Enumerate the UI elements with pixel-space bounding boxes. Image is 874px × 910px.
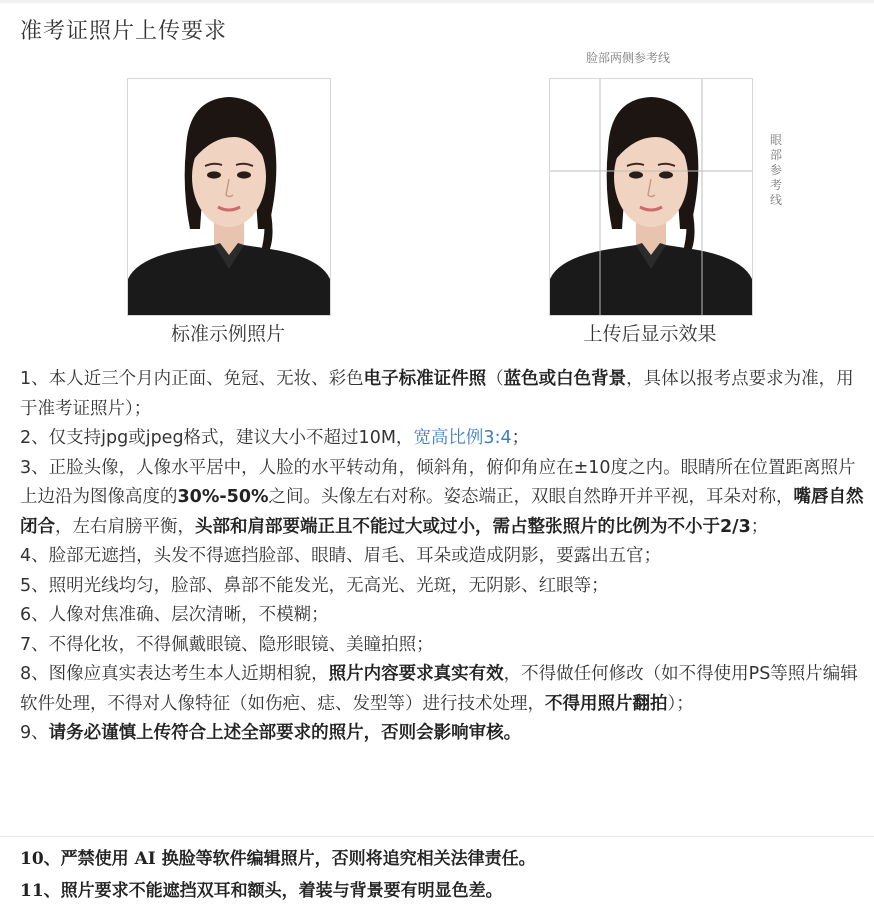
rule-9: 9、请务必谨慎上传符合上述全部要求的照片，否则会影响审核。: [20, 723, 522, 743]
aspect-ratio-link[interactable]: 宽高比例3:4: [413, 428, 512, 448]
rule-4: 4、脸部无遮挡，头发不得遮挡脸部、眼睛、眉毛、耳朵或造成阴影，要露出五官；: [20, 546, 662, 566]
rule-7: 7、不得化妆，不得佩戴眼镜、隐形眼镜、美瞳拍照；: [20, 634, 434, 655]
page-title: 准考证照片上传要求: [20, 19, 228, 44]
rule-11: 11、照片要求不能遮挡双耳和额头，着装与背景要有明显色差。: [20, 881, 503, 901]
rule-10: 10、严禁使用 AI 换脸等软件编辑照片，否则将追究相关法律责任。: [20, 849, 536, 869]
standard-example-caption: 标准示例照片: [170, 323, 285, 345]
eye-reference-label: 眼部参考线: [770, 133, 783, 207]
section-divider: [0, 836, 874, 837]
rule-8: 8、图像应真实表达考生本人近期相貌，照片内容要求真实有效，不得做任何修改（如不得使用PS等照片编辑软件处理，不得对人像特征（如伤疤、痣、发型等）进行技术处理，不得用照片翻拍）；: [20, 664, 858, 714]
rule-5: 5、照明光线均匀，脸部、鼻部不能发光，无高光、光斑，无阴影、红眼等；: [20, 575, 609, 596]
uploaded-effect-photo: [549, 78, 753, 316]
rule-3: 3、正脸头像，人像水平居中，人脸的水平转动角，倾斜角，俯仰角应在±10度之内。眼睛所在位置距离照片上边沿为图像高度的30%-50%之间。头像左右对称。姿态端正，双眼自然睁开并平视，耳朵对称，嘴唇自然闭合，左右肩膀平衡，头部和肩部要端正且不能过大或过小，需占整张照片的比例为不小于2/3；: [20, 457, 864, 537]
requirements-list: [20, 365, 865, 749]
rule-2: 2、仅支持jpg或jpeg格式，建议大小不超过10M，宽高比例3:4；: [20, 428, 530, 448]
top-border: [0, 0, 874, 3]
additional-requirements: [20, 843, 536, 907]
face-reference-label: 脸部两侧参考线: [586, 51, 671, 65]
uploaded-effect-caption: 上传后显示效果: [583, 323, 717, 345]
standard-example-photo: [127, 78, 331, 316]
rule-6: 6、人像对焦准确、层次清晰，不模糊；: [20, 605, 329, 625]
rule-1: 1、本人近三个月内正面、免冠、无妆、彩色电子标准证件照（蓝色或白色背景，具体以报考点要求为准，用于准考证照片）；: [20, 369, 854, 419]
